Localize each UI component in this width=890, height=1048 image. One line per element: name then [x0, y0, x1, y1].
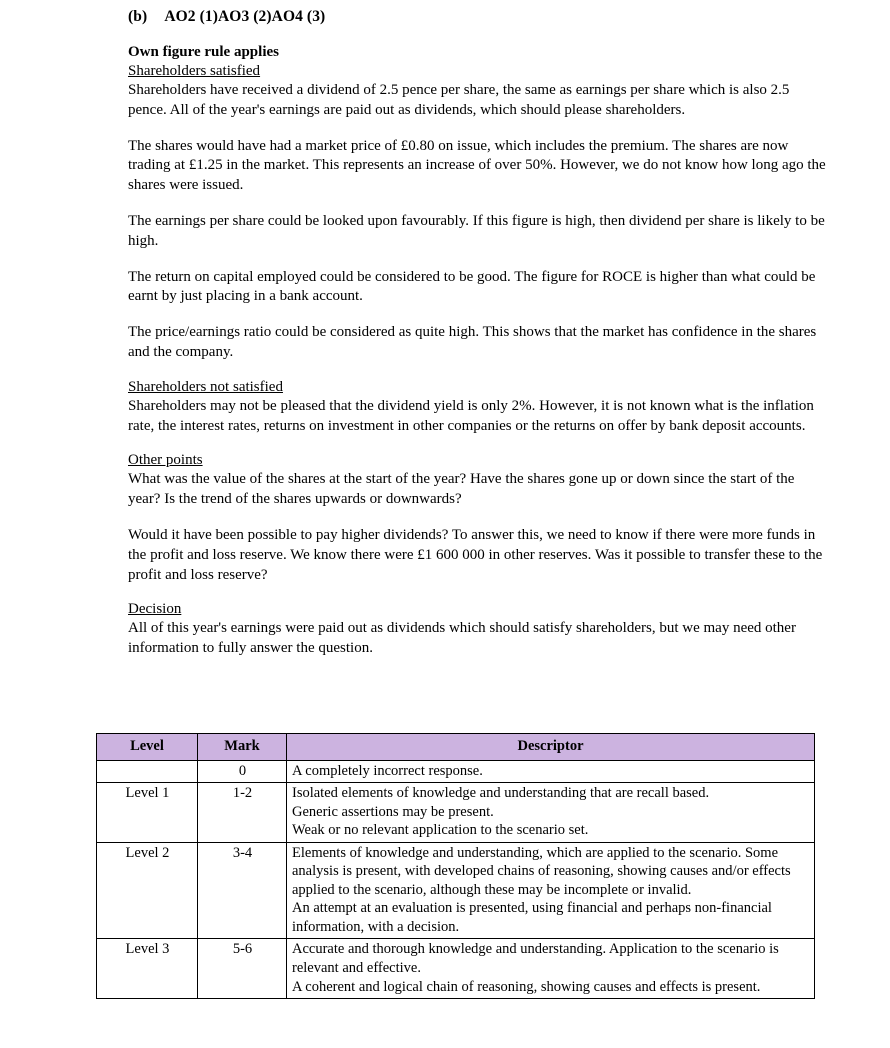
cell-mark: 3-4 — [198, 842, 287, 939]
cell-descriptor — [287, 760, 815, 783]
decision-heading: Decision — [128, 601, 182, 618]
paragraph-1: Shareholders have received a dividend of 2.5 pence per share, the same as earnings per share which is also 2.5 pence. All of the year's earnings are paid out as dividends, which should please shareholders. — [128, 82, 790, 118]
level-descriptor-table-wrap — [96, 733, 815, 999]
cell-descriptor — [287, 939, 815, 999]
table-row — [97, 760, 815, 783]
shareholders-satisfied-heading: Shareholders satisfied — [128, 63, 261, 79]
cell-descriptor — [287, 783, 815, 843]
cell-mark: 5-6 — [198, 939, 287, 999]
header-mark: Mark — [198, 734, 287, 761]
level-descriptor-table — [96, 733, 815, 999]
question-label: (b) — [128, 8, 148, 25]
descriptor-line: Generic assertions may be present. — [292, 803, 494, 820]
descriptor-line: An attempt at an evaluation is presented, using financial and perhaps non-financial information, with a decision. — [292, 900, 772, 935]
header-descriptor: Descriptor — [287, 734, 815, 761]
table-row — [97, 783, 815, 843]
cell-level: Level 3 — [97, 939, 198, 999]
paragraph-4: The return on capital employed could be considered to be good. The figure for ROCE is higher than what could be earnt by just placing in a bank account. — [128, 268, 816, 305]
question-header — [128, 8, 828, 26]
descriptor-line: Isolated elements of knowledge and understanding that are recall based. — [292, 785, 710, 802]
paragraph-7: What was the value of the shares at the start of the year? Have the shares gone up or down since the start of the year? Is the trend of the shares upwards or downwards? — [128, 471, 795, 508]
paragraph-5: The price/earnings ratio could be considered as quite high. This shows that the market has confidence in the shares and the company. — [128, 324, 817, 360]
header-level: Level — [97, 734, 198, 761]
table-header-row — [97, 734, 815, 761]
other-points-heading: Other points — [128, 452, 203, 469]
shareholders-not-satisfied-heading: Shareholders not satisfied — [128, 378, 283, 395]
descriptor-line: A completely incorrect response. — [292, 762, 483, 779]
paragraph-2: The shares would have had a market price of £0.80 on issue, which includes the premium. The shares are now trading at £1.25 in the market. This represents an increase of over 50%. However, we do not know how long ago the shares were issued. — [128, 137, 826, 194]
descriptor-line: Elements of knowledge and understanding, which are applied to the scenario. Some analysis is present, with developed chains of reasoning, showing causes and/or effects applied to the scenario, although these may be incomplete or invalid. — [292, 844, 791, 898]
cell-descriptor — [287, 842, 815, 939]
table-row — [97, 939, 815, 999]
cell-level: Level 2 — [97, 842, 198, 939]
cell-mark: 1-2 — [198, 783, 287, 843]
descriptor-line: A coherent and logical chain of reasoning, showing causes and effects is present. — [292, 978, 761, 995]
assessment-objectives: AO2 (1)AO3 (2)AO4 (3) — [164, 8, 326, 25]
cell-level — [97, 760, 198, 783]
own-figure-rule-heading: Own figure rule applies — [128, 44, 279, 60]
table-row — [97, 842, 815, 939]
cell-mark: 0 — [198, 760, 287, 783]
descriptor-line: Weak or no relevant application to the scenario set. — [292, 822, 589, 839]
answer-content — [128, 8, 828, 659]
paragraph-3: The earnings per share could be looked upon favourably. If this figure is high, then dividend per share is likely to be high. — [128, 212, 825, 249]
paragraph-8: Would it have been possible to pay higher dividends? To answer this, we need to know if there were more funds in the profit and loss reserve. We know there were £1 600 000 in other reserves. Was it possible to transfer these to the profit and loss reserve? — [128, 526, 823, 583]
cell-level: Level 1 — [97, 783, 198, 843]
paragraph-6: Shareholders may not be pleased that the dividend yield is only 2%. However, it is not known what is the inflation rate, the interest rates, returns on investment in other companies or the returns on offer by bank deposit accounts. — [128, 397, 814, 434]
paragraph-9: All of this year's earnings were paid out as dividends which should satisfy shareholders, but we may need other information to fully answer the question. — [128, 620, 796, 657]
descriptor-line: Accurate and thorough knowledge and understanding. Application to the scenario is relevant and effective. — [292, 941, 779, 977]
